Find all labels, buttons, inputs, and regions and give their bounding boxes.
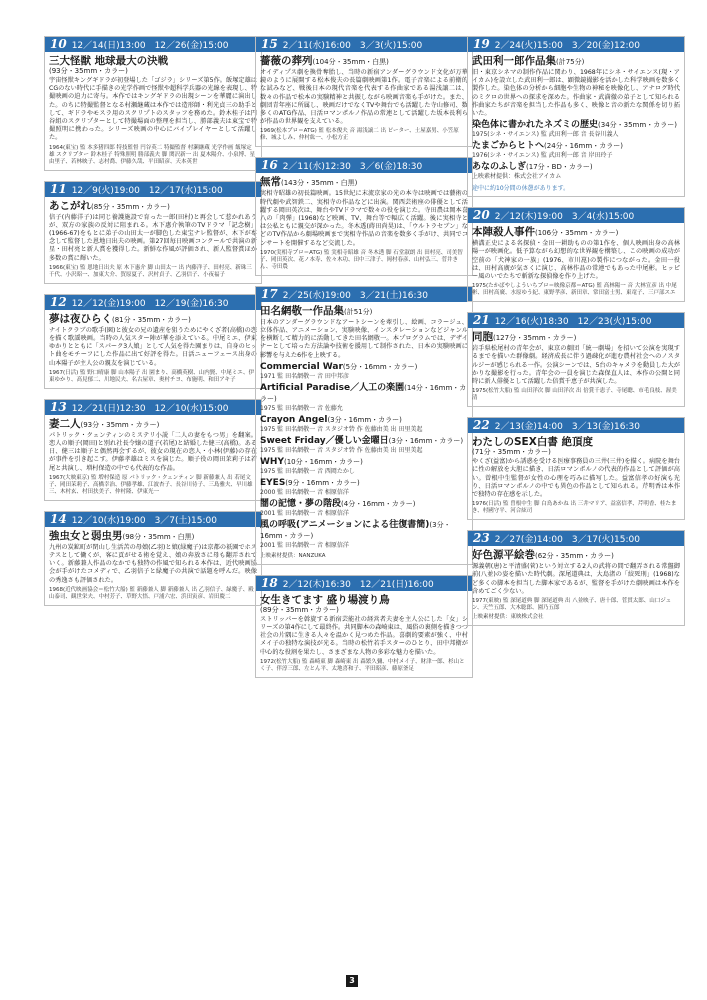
screening-dates: 2／25(水)19:00 3／21(土)16:30 [282,290,428,301]
short-film [472,120,680,131]
short-film-spec: (3分・16mm・カラー) [260,520,451,540]
film-spec: (106分・35mm・カラー) [535,229,619,238]
film-header [45,512,261,527]
short-film [260,457,468,468]
film-header [45,37,261,52]
film-spec: (81分・35mm・カラー) [112,315,191,324]
screening-dates: 12／16(火)18:30 12／23(火)15:00 [494,317,652,328]
short-film-spec: (3分・16mm・カラー) [388,436,464,445]
short-film-credits: 上映素材提供：株式会社アイカム [472,173,562,181]
film-synopsis: オイディプス劇を換骨奪胎し、当時の新宿アンダーグラウンド文化が万華鏡のように展開する松本俊夫の長篇劇映画第1作。電子音楽による前衛的な試みなど、戦後日本の現代音楽を代表する作曲家である湯浅譲二は、数々の作品で松本の実験精神と共振しながら映画音楽も手がけた。また、劇団青年座に所属し、映画だけでなくTVや舞台でも活躍した寺山修司、数多くのATG作品、日活ロマンポルノ作品の常連として活躍した坂本長利らが作品の世界観を支えている。 [260,69,468,126]
short-film-credits: 1975(シネ・サイエンス) 監 武田利一郎 音 長谷川義人 [472,131,619,139]
film-card-12 [44,294,262,389]
film-spec: (71分・35mm・カラー) [472,448,551,457]
film-synopsis: 実相寺昭雄の初長篇映画。15世紀に末流京家の光の本寺は映画では藝術の時代劇や武智鉄二、実相寺の作品などに出演。関西芸術座の俳優として活躍する岡田英次は、舞台やTVドラマで数々の役を演じた。寺田農は岡本喜八の「肉弾」(1968)など映画、TV、舞台等で幅広く活躍。後に実相寺とは公私ともに親交が深かった。冬木透(蒔田尚昊)は、「ウルトラセブン」などのTV作品から劇場映画まで実相寺作品の音楽を数多く手がけ、共同でコンサートを開催するなど交流した。 [260,190,468,247]
film-synopsis: 岩手県松尾村の青年会が、東京の劇団「統一劇場」を招いて公演を実現するまでを描いた群像劇。経済成長に伴う過疎化が進む農村社会へのノスタルジーが感じられる一作。公演シーンでは、5台のキャメラを動員した大がかりな撮影を行った。青年会の一員を演じた森保直人は、本作の公開と同時に新人俳優として活躍した倍賞千恵子が共演した。 [472,345,680,386]
film-spec: (62分・35mm・カラー) [535,552,614,561]
film-card-15 [255,36,473,147]
short-film-title: Sweet Friday／優しい金曜日 [260,435,389,446]
film-title: 夢は夜ひらく [49,312,112,325]
intermission-note: 途中に約10分間の休憩があります。 [472,185,570,193]
film-spec: (93分・35mm・カラー) [80,420,160,429]
short-film-title: Artificial Paradise／人工の楽園 [260,382,405,393]
film-spec: (127分・35mm・カラー) [493,334,577,343]
film-header [256,576,472,591]
column-middle [255,36,473,688]
short-film-title: あなのふしぎ [472,162,527,173]
film-credits: 1967(日活) 監 野口晴康 脚 山本陽子 出 園まり、高橋英樹、山内賢、中尾ミエ、伊東ゆかり、高見郁二、川地民夫、名古屋章、奥村チヨ、布施明、和田アキ子 [49,369,254,383]
film-spec: (89分・35mm・カラー) [260,605,339,614]
short-film-credits: 1975 監 田名網敬一 音 スタジオ砦 作 佐藤由美 出 田里美起 [260,446,423,454]
film-title: 三大怪獣 地球最大の決戦 [49,55,169,67]
film-credits: 1967(大映東京) 監 増村保造 原 パトリック・クェンティン 脚 新藤兼人 出 若尾文子、岡田茉莉子、高橋幸治、伊藤孝雄、江波杏子、長谷川待子、三島雅夫、早川雄三、木村玄、村田扶美子、仲村隆、伊東光一 [49,474,253,495]
film-card-19 [467,36,685,197]
film-synopsis: パトリック・クェンティンのミステリ小説「二人の妻をもつ男」を翻案。恋人の順子(岡田)と別れ社長令嬢の道子(若尾)と結婚した健三(高橋)。ある日、健三は順子と偶然再会するが、彼女の現在の恋人・小林(伊藤)の存在が事件を引き起こす。伊藤孝雄はミスを演じた。順子役の岡田茉莉子は若尾と共演し、増村保造の中でも代表的な作品。 [49,431,257,472]
short-film [260,383,468,405]
film-card-14 [44,511,262,606]
film-credits: 1977(東映) 監 深尾道典 脚 深尾道典 出 八並映子、唐十郎、菅貫太郎、山口ジュン、天竺五郎、大木聡郎、園乃五郎 [472,598,672,612]
film-card-18 [255,575,473,678]
film-card-21 [467,312,685,407]
short-film-credits: 2001 監 田名網敬一 音 相原信洋 [260,509,349,517]
film-number: 23 [473,531,490,546]
short-film-title: Crayon Angel [260,414,328,425]
film-number: 18 [261,575,278,590]
film-synopsis: やくざ(益富)から誘惑を受ける医療事務員の三井(三井)を描く。病院を舞台に性の解放を大胆に描き、日活ロマンポルノの代表的作品として評価が高い。曽根中生監督が女性の心理を巧みに描写した。益富信孝の好演も光り、日活ロマンポルノの中でも異色の作品として知られる。芹明香は本作で独特の存在感を示した。 [472,458,680,499]
film-header [256,287,472,302]
film-credits: 1966(東宝) 監 恩地日出夫 原 木下惠介 脚 山田太一 出 内藤洋子、田村亮、新珠三千代、小沢昭一、加東大介、賀原夏子、沢村貞子、乙羽信子、小夜福子 [49,264,252,278]
screening-dates: 2／27(金)14:00 3／17(火)15:00 [494,535,640,546]
film-number: 15 [261,37,278,51]
film-number: 17 [261,286,278,301]
screening-dates: 2／11(水)16:00 3／3(火)15:00 [282,41,423,51]
film-title: 強虫女と弱虫男 [49,529,123,542]
short-film-spec: (9分・16mm・カラー) [285,478,360,487]
screening-dates: 12／21(日)12:30 12／10(水)15:00 [71,403,229,414]
film-title: 妻二人 [49,417,81,430]
short-film-spec: (5分・16mm・カラー) [342,362,418,371]
film-synopsis: 宇宙怪獣キングギドラが初登場した「ゴジラ」シリーズ第5作。飯塚定雄はCGのない時代に手描きの光学作画で怪獣や超科学兵器の光線を表現し、特撮映画の迫力に寄与。本作ではキングギドラの出現シーンを華麗に演出した。のちに特撮監督となる村瀬継蔵は本作では造形師・利光貞三の助手として、ギドラやモスラ用のスクリプトのスタッフを務めた。鈴木桂子は円谷組のスクリプターとして特撮場面の整理を担当し、勝部義夫は東宝で特撮照明に携わった。シリーズ映画の中心にバイプレイヤーとして活躍した。 [49,77,257,142]
short-film-title: EYES [260,477,286,488]
program-spec: (計51分) [344,307,373,316]
film-credits: 1968(近代映画協会＝松竹大船) 監 新藤兼人 脚 新藤兼人 出 乙羽信子、緑魔子、殿山泰司、観世栄夫、中村芳子、草野大悟、戸浦六宏、浜田寅彦、岩田慶二 [49,586,254,600]
film-credits: 1976(日活) 監 曽根中生 脚 白鳥あかね 出 三井マリア、益富信孝、芹明香、桂たまき、村國守平、河合絃司 [472,501,677,515]
short-film-credits: 1975 監 田名網敬一 音 スタジオ砦 作 佐藤由美 出 田里美起 [260,425,423,433]
film-title: 同胞 [472,331,493,344]
short-film-spec: (10分・16mm・カラー) [283,457,363,466]
program-description: 日本のアンダーグラウンドなアートシーンを牽引し、絵画、コラージュ、立体作品、アニメーション、実験映像、インスタレーションなどジャンルを横断して精力的に活動してきた田名網敬一。本プログラムでは、デザイナーとして培った方法論や技術を援用して制作された、日本の実験映画に影響を与えた6作を上映する。 [260,318,468,359]
short-film-spec: (34分・35mm・カラー) [598,121,677,130]
short-film [472,141,680,152]
short-film-title: 闇の記憶・夢の階段 [260,498,342,509]
film-number: 19 [473,37,490,51]
short-film-spec: (4分・16mm・カラー) [341,499,416,508]
short-film-credits: 2000 監 田名網敬一 音 相原信洋 [260,488,349,496]
program-title: 武田利一郎作品集 [472,55,556,67]
short-film-title: Commercial War [260,361,343,372]
film-credits: 1964(東宝) 監 本多猪四郎 特技監督 円谷英二 特撮監督 村瀬継蔵 光学作画 飯塚定雄 スクリプター 鈴木桂子 特殊照明 勝部義夫 脚 関沢新一 出 夏木陽介、小泉博、星由里子、若林映子、志村喬、伊藤久哉、平田昭彦、天本英世 [49,144,256,165]
film-header [256,37,472,52]
film-title: 無常 [260,176,281,189]
film-number: 11 [50,181,67,196]
film-header [256,158,472,173]
film-number: 10 [50,37,67,51]
short-film-title: 染色体に書かれたネズミの歴史 [472,120,599,131]
screening-dates: 2／13(金)14:00 3／13(金)16:30 [494,422,640,433]
short-film-credits: 1976(シネ・サイエンス) 監 武田利一郎 音 岸田玲子 [472,152,613,160]
film-card-22 [467,417,685,520]
short-film-credits: 2001 監 田名網敬一 音 相原信洋 [260,541,349,549]
short-film-spec: (14分・16mm・カラー) [260,383,467,403]
short-film-spec: (24分・16mm・カラー) [544,142,623,151]
film-card-23 [467,530,685,626]
film-title: あこがれ [49,199,91,212]
short-film [260,520,468,542]
film-card-20 [467,207,685,302]
film-credits: 1970(実相寺プロ＝ATG) 監 実相寺昭雄 音 冬木透 脚 石堂淑朗 出 田村亮、司美智子、岡田英次、花ノ本寿、佐々木功、田中三津子、岡村春彦、山村弘三、菅井きん、寺田農 [260,249,463,270]
film-header [468,313,684,328]
short-film [260,436,468,447]
film-credits: 1975(松竹大船) 監 山田洋次 脚 山田洋次 出 倍賞千恵子、寺尾聰、市毛良枝、渥美清 [472,388,677,402]
film-header [468,208,684,223]
film-number: 13 [50,399,67,414]
page-number: 3 [346,975,358,987]
film-card-11 [44,181,262,284]
film-header [468,531,684,546]
film-title: 好色源平絵巻 [472,549,535,562]
film-header [45,295,261,310]
film-credits: 1969(松本プロ＝ATG) 監 松本俊夫 音 湯浅譲二 出 ピーター、土屋嘉男、小笠原修、城よしみ、仲村紘一、小松方正 [260,128,459,142]
screening-dates: 2／12(木)19:00 3／4(水)15:00 [494,212,635,223]
film-card-13 [44,399,262,501]
film-number: 16 [261,158,278,173]
film-number: 20 [473,208,490,223]
program-spec: (計75分) [556,58,585,66]
film-synopsis: ストリッパーを斡旋する新宿芸能社の経営者夫妻を主人公にした「女」シリーズの第4作にして最終作。共同脚本の森崎東は、風俗の裏側を描きつつ社会の片隅に生きる人々を温かく見つめた作品。喜劇的要素が強く、中村メイ子の独特な演技が光る。当時の松竹若手スターのひとり、田中邦衛が中心的な役割を果たし、さまざまな人物の多彩な魅力を描いた。 [260,615,468,656]
film-number: 12 [50,294,67,309]
film-number: 22 [473,418,490,433]
film-synopsis: 横溝正史による名探偵・金田一耕助ものの第1作を、個人映画出身の高林陽一が映画化。低予算ながら幻想的な世界観を構築し、この映画の成功が空前の「犬神家の一族」(1976、市川崑)の製作につながった。金田一役は、田村高廣が気さくに演じ、高林作品の常連でもあった中尾彬。ヒッピー風のいでたちで斬新な探偵像を作り上げた。 [472,240,680,281]
film-spec: (85分・35mm・カラー) [91,202,170,211]
short-film-spec: (3分・16mm・カラー) [327,415,402,424]
short-film-credits: 1975 監 田名網敬一 音 西岡たかし [260,467,355,475]
screening-dates: 12／9(火)19:00 12／17(水)15:00 [71,185,223,196]
screening-dates: 12／12(金)19:00 12／19(金)16:30 [71,298,229,309]
film-spec: (143分・35mm・白黒) [281,179,358,188]
film-spec: (98分・35mm・白黒) [122,532,195,541]
film-header [468,37,684,52]
film-card-16 [255,157,473,275]
short-film [260,415,468,426]
film-header [468,418,684,433]
program-title: 田名網敬一作品集 [260,304,344,317]
short-film [260,362,468,373]
short-film-credits: 1971 監 田名網敬一 音 田中邦彦 [260,372,349,380]
film-card-17 [255,286,473,565]
film-credits: 1972(松竹大船) 監 森崎東 脚 森崎東 出 森繁久彌、中村メイ子、財津一郎、杉山とく子、伴淳三郎、左とん平、太地喜和子、平田昭彦、藤原釜足 [260,658,465,672]
film-spec: (104分・35mm・白黒) [312,58,389,66]
short-film-credits: 1975 監 田名網敬一 音 佐藤允 [260,404,343,412]
film-spec: (93分・35mm・カラー) [49,67,128,75]
screening-dates: 12／14(日)13:00 12／26(金)15:00 [71,41,229,51]
film-header [45,182,261,197]
film-title: 本陣殺人事件 [472,226,535,239]
short-film-spec: (17分・BD・カラー) [526,163,593,172]
film-card-10 [44,36,262,171]
short-film-title: WHY [260,456,284,467]
short-film-list [260,362,468,550]
short-film [260,499,468,510]
film-title: 薔薇の葬列 [260,55,313,67]
screening-dates: 12／10(水)19:00 3／7(土)15:00 [71,515,217,526]
short-film-title: たまごからヒトへ [472,141,545,152]
material-provider: 上映素材提供：東映株式会社 [472,614,544,621]
film-credits: 1975(たかばやしよういちプロ＝映像京都＝ATG) 監 高林陽一 音 大林宣彦 出 中尾彬、田村高廣、水原ゆう紀、東野孝彦、新田章、常田富士男、東竜子、三戸部スエ [472,283,677,297]
film-title: 女生きてます 盛り場渡り鳥 [260,593,390,606]
material-provider: 上映素材提供：NANZUKA [260,552,326,559]
program-description: 旧・東京シネマの制作作品に関わり、1968年にシネ・サイエンス(現・アイカム)を設立した武田利一郎は、顕微鏡撮影を活かした科学映画を数多く製作した。染色体の分析から細胞や生物の神秘を映像化し、アナログ時代のミクロの世界への探求を深めた。作曲家・武満徹の弟子として知られる作曲家たちが音楽を担当した作品も多く、映像と音の新たな関係を切り拓いた。 [472,69,680,118]
film-title: わたしのSEX白書 絶頂度 [472,436,593,449]
film-synopsis: 九州の炭鉱町が閉山し生活苦の母娘(乙羽)と娘(緑魔子)は京都の祇園でホステスとして働くが、客に貢がせる術を覚え、娘の奔放さに母も翻弄されていく。新藤兼人作品のなかでも独特の作風で知られる本作は、近代映画協会が手がけたコメディで、乙羽信子と緑魔子の共演で話題を呼んだ。映像の秀逸さも評価された。 [49,543,257,584]
short-film [472,162,680,173]
film-synopsis: 源義朝(唐)と平清盛(菅)という対立する2人の武将の間で翻弄される常盤御前(八並)の姿を描いた時代劇。深尾道典は、大島渚の「絞死刑」(1968)など多くの脚本を担当した脚本家であるが、監督を手がけた劇映画は本作を含めてごく少ない。 [472,563,680,595]
screening-dates: 2／11(水)12:30 3／6(金)18:30 [282,162,423,173]
film-number: 14 [50,511,67,526]
film-number: 21 [473,313,490,328]
short-film-title: 風の呼吸(アニメーションによる往復書簡) [260,519,430,530]
column-right [467,36,685,636]
column-left [44,36,262,616]
film-synopsis: 信子(内藤洋子)は同じ養護施設で育った一郎(田村)と再会して惹かれあうが、双方の家族の反対に阻まれる。木下惠介執筆のTVドラマ「記念樹」(1966-67)をもとに弟子の山田太一が脚色した東宝ナレ監督が、木下が専念して監督した恩地日出夫の映画。第27回毎日映画コンクールで共演の新星・田村亮と新人賞を獲得した。新鮮な作風が評価され、新人監督賞ほか多数の賞に輝いた。 [49,213,257,262]
short-film [260,478,468,489]
screening-dates: 2／12(木)16:30 12／21(日)16:00 [282,579,434,590]
screening-dates: 2／24(火)15:00 3／20(金)12:00 [494,41,640,51]
film-synopsis: ナイトクラブの歌手(園)と彼女の兄の遺産を狙うためにやくざ者(高橋)の恋を描く歌謡映画。当時の人気スター陣が華を添えている。中尾ミエ、伊東ゆかりとともに「スパーク3人娘」として人気を得た園まりは、自身のヒット曲をモチーフにした作品に出て好評を得た。日活ニューフェース出身の山本陽子が主人公の親友を演じている。 [49,326,257,367]
film-header [45,400,261,415]
